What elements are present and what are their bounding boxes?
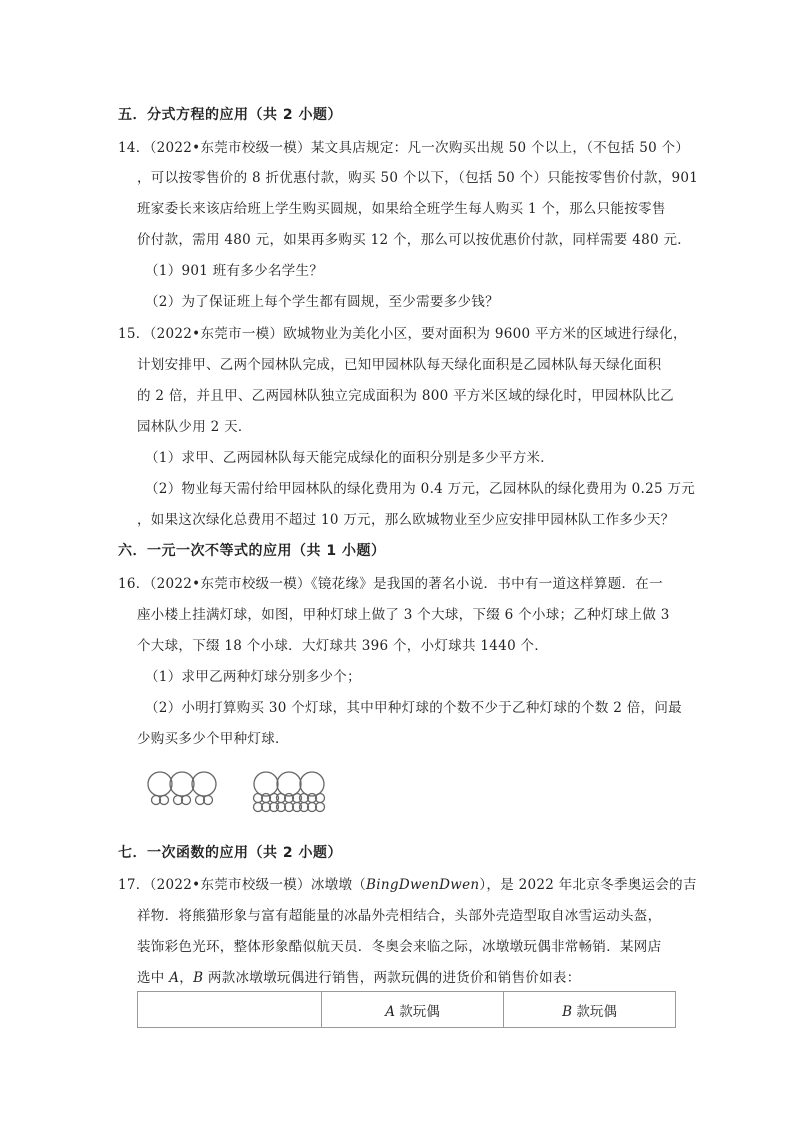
q15-line-4: 园林队少用 2 天． bbox=[137, 419, 252, 435]
q15-part-1: （1）求甲、乙两园林队每天能完成绿化的面积分别是多少平方米． bbox=[145, 450, 555, 466]
table-header-b-label: 款玩偶 bbox=[572, 1003, 617, 1020]
q17-line-1a: 17．（2022•东莞市校级一模）冰墩墩（ bbox=[118, 877, 367, 893]
q15-part-2b: ，如果这次绿化总费用不超过 10 万元，那么欧城物业至少应安排甲园林队工作多少天？ bbox=[137, 512, 675, 528]
q17-line-4a: 选中 bbox=[137, 970, 170, 986]
q17-line-1b: ），是 2022 年北京冬季奥运会的吉 bbox=[479, 877, 697, 893]
var-a: A bbox=[385, 1003, 395, 1020]
var-a: A bbox=[169, 970, 180, 986]
table-header-a bbox=[322, 992, 504, 1028]
q16-part-2b: 少购买多少个甲种灯球． bbox=[137, 731, 289, 747]
table-row bbox=[138, 992, 676, 1028]
q14-line-3: 班家委长来该店给班上学生购买圆规，如果给全班学生每人购买 1 个，那么只能按零售 bbox=[137, 201, 666, 217]
q16-line-2: 座小楼上挂满灯球，如图，甲种灯球上做了 3 个大球，下缀 6 个小球；乙种灯球上做 3 bbox=[137, 607, 670, 623]
q17-line-4b: 两款冰墩墩玩偶进行销售，两款玩偶的进货价和销售价如表： bbox=[203, 970, 581, 986]
q17-line-4-sep: ， bbox=[179, 970, 194, 986]
lantern-figure bbox=[138, 770, 338, 816]
q15-line-2: 计划安排甲、乙两个园林队完成，已知甲园林队每天绿化面积是乙园林队每天绿化面积 bbox=[137, 357, 662, 373]
q14-line-1: 14．（2022•东莞市校级一模）某文具店规定：凡一次购买出规 50 个以上，（不包括 50 个） bbox=[118, 140, 690, 156]
var-b: B bbox=[562, 1003, 573, 1020]
section-6-title: 六．一元一次不等式的应用（共 1 小题） bbox=[118, 543, 386, 559]
table-header-blank bbox=[138, 992, 322, 1028]
q15-line-1: 15．（2022•东莞市一模）欧城物业为美化小区，要对面积为 9600 平方米的区域进行绿化， bbox=[118, 326, 687, 342]
lantern-type-b bbox=[254, 772, 325, 812]
table-header-b bbox=[504, 992, 676, 1028]
price-table bbox=[137, 991, 676, 1028]
q14-line-2: ，可以按零售价的 8 折优惠付款，购买 50 个以下，（包括 50 个）只能按零售价付款，901 bbox=[137, 170, 699, 186]
q14-line-4: 价付款，需用 480 元，如果再多购买 12 个，那么可以按优惠价付款，同样需要 480 元． bbox=[137, 232, 692, 248]
table-header-a-label: 款玩偶 bbox=[394, 1003, 440, 1020]
q17-line-2: 祥物．将熊猫形象与富有超能量的冰晶外壳相结合，头部外壳造型取自冰雪运动头盔， bbox=[137, 908, 662, 924]
q16-line-1: 16．（2022•东莞市校级一模）《镜花缘》是我国的著名小说．书中有一道这样算题．在一 bbox=[118, 576, 663, 592]
q14-part-2: （2）为了保证班上每个学生都有圆规，至少需要多少钱？ bbox=[145, 294, 499, 310]
q14-part-1: （1）901 班有多少名学生？ bbox=[145, 263, 324, 279]
q16-part-1: （1）求甲乙两种灯球分别多少个； bbox=[145, 669, 361, 685]
q15-line-3: 的 2 倍，并且甲、乙两园林队独立完成面积为 800 平方米区域的绿化时，甲园林队比乙 bbox=[137, 388, 674, 404]
q17-line-1 bbox=[118, 873, 697, 893]
section-7-title: 七．一次函数的应用（共 2 小题） bbox=[118, 845, 342, 861]
q16-part-2a: （2）小明打算购买 30 个灯球，其中甲种灯球的个数不少于乙种灯球的个数 2 倍，问最 bbox=[145, 700, 682, 716]
section-5-title: 五．分式方程的应用（共 2 小题） bbox=[118, 107, 342, 123]
q16-line-3: 个大球，下缀 18 个小球．大灯球共 396 个，小灯球共 1440 个． bbox=[137, 638, 549, 654]
q17-line-4 bbox=[137, 966, 581, 986]
q17-line-3: 装饰彩色光环，整体形象酷似航天员．冬奥会来临之际，冰墩墩玩偶非常畅销．某网店 bbox=[137, 939, 662, 955]
q17-name-latin: BingDwenDwen bbox=[366, 877, 480, 893]
lantern-type-a bbox=[148, 772, 216, 805]
var-b: B bbox=[193, 970, 204, 986]
q15-part-2a: （2）物业每天需付给甲园林队的绿化费用为 0.4 万元，乙园林队的绿化费用为 0.25 万元 bbox=[145, 481, 696, 497]
